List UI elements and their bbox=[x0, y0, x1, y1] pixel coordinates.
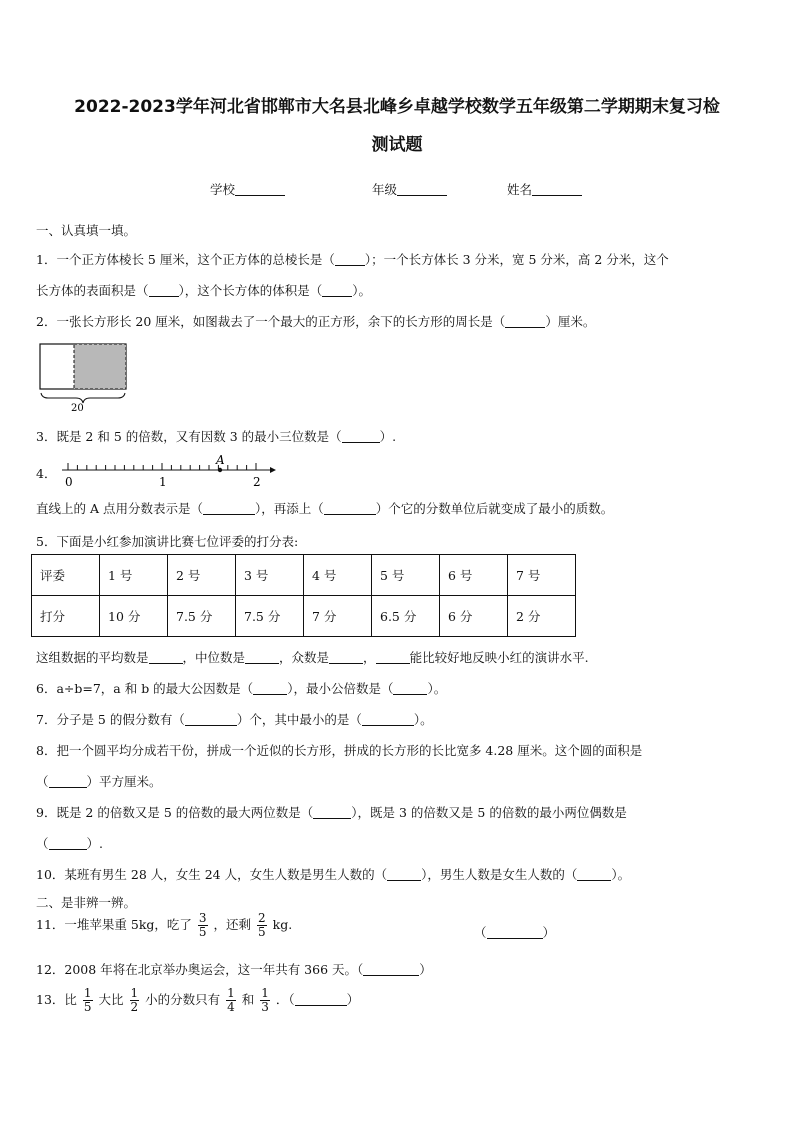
question-3 bbox=[36, 427, 396, 445]
fraction-denominator: 4 bbox=[227, 1000, 235, 1014]
arrow-icon bbox=[270, 467, 276, 473]
q13-text-e: ．（ bbox=[275, 992, 295, 1007]
school-label: 学校 bbox=[210, 182, 236, 197]
q1-text-d: ），这个长方体的体积是（ bbox=[178, 283, 323, 298]
table-cell: 评委 bbox=[32, 555, 100, 596]
cut-square bbox=[74, 344, 126, 389]
fraction-numerator: 1 bbox=[261, 986, 269, 1000]
q11-text-a: 11．一堆苹果重 5kg，吃了 bbox=[36, 917, 192, 932]
table-cell: 3 号 bbox=[236, 555, 304, 596]
fraction-denominator: 5 bbox=[198, 925, 207, 939]
q5-blank-2[interactable] bbox=[245, 651, 279, 664]
q13-text-c: 小的分数只有 bbox=[145, 992, 221, 1007]
fraction-numerator: 1 bbox=[227, 986, 235, 1000]
table-cell: 6 号 bbox=[440, 555, 508, 596]
number-line bbox=[56, 450, 276, 492]
fraction-numerator: 1 bbox=[83, 986, 92, 1000]
q8-text-b: （ bbox=[36, 774, 49, 789]
question-1-line-1 bbox=[36, 250, 669, 268]
page-title-line-2: 测试题 bbox=[371, 135, 423, 155]
q1-blank-2[interactable] bbox=[149, 284, 179, 297]
question-8-line-1: 8．把一个圆平均分成若干份，拼成一个近似的长方形，拼成的长方形的长比宽多 4.28 厘米。这个圆的面积是 bbox=[36, 743, 643, 758]
question-5-text bbox=[36, 648, 589, 666]
grade-label: 年级 bbox=[372, 182, 398, 197]
q4-text-b: ），再添上（ bbox=[254, 501, 324, 516]
q6-blank-1[interactable] bbox=[253, 682, 287, 695]
fraction-one-fifth bbox=[83, 987, 93, 1014]
q12-text-b: ） bbox=[419, 962, 432, 977]
question-6 bbox=[36, 679, 446, 697]
q4-text-c: ）个它的分数单位后就变成了最小的质数。 bbox=[375, 501, 614, 516]
table-cell: 7 号 bbox=[508, 555, 576, 596]
question-4-text bbox=[36, 499, 613, 517]
q3-text-b: ）. bbox=[379, 429, 397, 444]
q7-blank-1[interactable] bbox=[185, 713, 237, 726]
question-7 bbox=[36, 710, 433, 728]
question-2 bbox=[36, 312, 595, 330]
number-line-ticks bbox=[68, 463, 256, 470]
table-row bbox=[32, 555, 576, 596]
name-field bbox=[507, 180, 582, 198]
q6-text-a: 6．a÷b=7，a 和 b 的最大公因数是（ bbox=[36, 681, 254, 696]
q10-text-c: ）。 bbox=[611, 867, 631, 882]
q10-text-b: ），男生人数是女生人数的（ bbox=[421, 867, 578, 882]
q7-text-b: ）个，其中最小的是（ bbox=[236, 712, 362, 727]
q13-text-b: 大比 bbox=[98, 992, 124, 1007]
section-1-heading: 一、认真填一填。 bbox=[36, 223, 137, 238]
rectangle-figure bbox=[36, 340, 136, 416]
fraction-one-third bbox=[260, 987, 270, 1014]
fraction-one-fourth bbox=[226, 987, 236, 1014]
question-10 bbox=[36, 865, 630, 883]
q7-blank-2[interactable] bbox=[362, 713, 414, 726]
q4-text-a: 直线上的 A 点用分数表示是（ bbox=[36, 501, 203, 516]
q8-blank[interactable] bbox=[49, 775, 87, 788]
q6-blank-2[interactable] bbox=[393, 682, 427, 695]
q4-blank-1[interactable] bbox=[203, 502, 255, 515]
question-5-intro: 5．下面是小红参加演讲比赛七位评委的打分表: bbox=[36, 534, 299, 549]
table-cell: 7.5 分 bbox=[236, 596, 304, 637]
q2-text-a: 2．一张长方形长 20 厘米，如图裁去了一个最大的正方形，余下的长方形的周长是（ bbox=[36, 314, 506, 329]
q10-blank-2[interactable] bbox=[577, 868, 611, 881]
q5-text-d: ， bbox=[363, 650, 376, 665]
q9-blank-2[interactable] bbox=[49, 837, 87, 850]
q9-text-b: ），既是 3 的倍数又是 5 的倍数的最小两位偶数是 bbox=[351, 805, 627, 820]
q9-blank-1[interactable] bbox=[313, 806, 351, 819]
question-1-line-2 bbox=[36, 281, 371, 299]
question-8-line-2 bbox=[36, 772, 162, 790]
grade-field bbox=[372, 180, 447, 198]
q5-text-c: ，众数是 bbox=[279, 650, 330, 665]
q11-paren-right: ） bbox=[542, 925, 556, 940]
q3-blank[interactable] bbox=[342, 430, 380, 443]
tick-label-0: 0 bbox=[65, 475, 73, 489]
q1-blank-1[interactable] bbox=[335, 253, 365, 266]
fraction-numerator: 3 bbox=[198, 911, 207, 925]
length-label: 20 bbox=[71, 403, 84, 414]
question-13 bbox=[36, 987, 359, 1014]
q5-text-e: 能比较好地反映小红的演讲水平. bbox=[409, 650, 589, 665]
table-cell: 6.5 分 bbox=[372, 596, 440, 637]
q9-text-a: 9．既是 2 的倍数又是 5 的倍数的最大两位数是（ bbox=[36, 805, 314, 820]
fraction-three-fifths bbox=[198, 912, 208, 939]
question-9-line-2 bbox=[36, 834, 103, 852]
fraction-denominator: 5 bbox=[83, 1000, 92, 1014]
name-blank[interactable] bbox=[532, 183, 582, 196]
q11-blank[interactable] bbox=[487, 926, 543, 939]
point-a bbox=[218, 468, 222, 472]
question-11 bbox=[36, 912, 292, 939]
table-cell: 5 号 bbox=[372, 555, 440, 596]
table-cell: 4 号 bbox=[304, 555, 372, 596]
q13-text-g: ） bbox=[346, 992, 360, 1007]
q1-blank-3[interactable] bbox=[322, 284, 352, 297]
q11-text-b: ，还剩 bbox=[213, 917, 252, 932]
table-cell: 7 分 bbox=[304, 596, 372, 637]
q2-blank[interactable] bbox=[505, 315, 545, 328]
table-cell: 6 分 bbox=[440, 596, 508, 637]
q7-text-a: 7．分子是 5 的假分数有（ bbox=[36, 712, 185, 727]
length-brace bbox=[41, 393, 125, 403]
q10-text-a: 10．某班有男生 28 人，女生 24 人，女生人数是男生人数的（ bbox=[36, 867, 388, 882]
score-table bbox=[31, 554, 576, 637]
q9-text-d: ）. bbox=[86, 836, 103, 851]
table-cell: 2 分 bbox=[508, 596, 576, 637]
q3-text-a: 3．既是 2 和 5 的倍数，又有因数 3 的最小三位数是（ bbox=[36, 429, 342, 444]
fraction-denominator: 2 bbox=[130, 1000, 139, 1014]
section-2-heading: 二、是非辨一辨。 bbox=[36, 895, 137, 910]
table-cell: 7.5 分 bbox=[168, 596, 236, 637]
name-label: 姓名 bbox=[507, 182, 533, 197]
table-cell: 2 号 bbox=[168, 555, 236, 596]
school-blank[interactable] bbox=[235, 183, 285, 196]
q5-text-b: ，中位数是 bbox=[182, 650, 246, 665]
tick-label-1: 1 bbox=[159, 475, 167, 489]
q5-blank-1[interactable] bbox=[149, 651, 183, 664]
q1-text-a: 1．一个正方体棱长 5 厘米，这个正方体的总棱长是（ bbox=[36, 252, 335, 267]
q13-text-a: 13．比 bbox=[36, 992, 77, 1007]
page-title-line-1: 2022-2023学年河北省邯郸市大名县北峰乡卓越学校数学五年级第二学期期末复习检 bbox=[74, 97, 720, 117]
q11-paren-left: （ bbox=[474, 925, 487, 940]
q5-blank-4[interactable] bbox=[376, 651, 410, 664]
q6-text-b: ），最小公倍数是（ bbox=[287, 681, 394, 696]
q13-text-d: 和 bbox=[241, 992, 255, 1007]
fraction-two-fifths bbox=[257, 912, 267, 939]
fraction-denominator: 5 bbox=[258, 925, 266, 939]
fraction-numerator: 2 bbox=[258, 911, 266, 925]
q6-text-c: ）。 bbox=[427, 681, 447, 696]
question-4-number: 4． bbox=[36, 466, 57, 481]
table-cell: 10 分 bbox=[100, 596, 168, 637]
q11-answer-parens bbox=[474, 923, 555, 941]
q2-text-b: ）厘米。 bbox=[545, 314, 596, 329]
q5-blank-3[interactable] bbox=[329, 651, 363, 664]
table-row bbox=[32, 596, 576, 637]
fraction-numerator: 1 bbox=[130, 986, 139, 1000]
q9-text-c: （ bbox=[36, 836, 49, 851]
q4-blank-2[interactable] bbox=[324, 502, 376, 515]
q12-text-a: 12．2008 年将在北京举办奥运会，这一年共有 366 天。（ bbox=[36, 962, 364, 977]
grade-blank[interactable] bbox=[397, 183, 447, 196]
fraction-denominator: 3 bbox=[261, 1000, 269, 1014]
q10-blank-1[interactable] bbox=[387, 868, 421, 881]
q1-text-c: 长方体的表面积是（ bbox=[36, 283, 149, 298]
point-a-label: A bbox=[216, 453, 225, 467]
q1-text-b: ）；一个长方体长 3 分米，宽 5 分米，高 2 分米，这个 bbox=[364, 252, 669, 267]
q13-blank[interactable] bbox=[295, 993, 347, 1006]
tick-label-2: 2 bbox=[253, 475, 261, 489]
q11-text-c: kg. bbox=[272, 917, 293, 932]
q12-blank[interactable] bbox=[363, 963, 419, 976]
q5-text-a: 这组数据的平均数是 bbox=[36, 650, 149, 665]
question-12 bbox=[36, 960, 432, 978]
q7-text-c: ）。 bbox=[413, 712, 433, 727]
question-9-line-1 bbox=[36, 803, 627, 821]
school-field bbox=[210, 180, 285, 198]
q1-text-e: ）。 bbox=[352, 283, 372, 298]
table-cell: 1 号 bbox=[100, 555, 168, 596]
table-cell: 打分 bbox=[32, 596, 100, 637]
fraction-one-half bbox=[130, 987, 140, 1014]
q8-text-c: ）平方厘米。 bbox=[86, 774, 162, 789]
